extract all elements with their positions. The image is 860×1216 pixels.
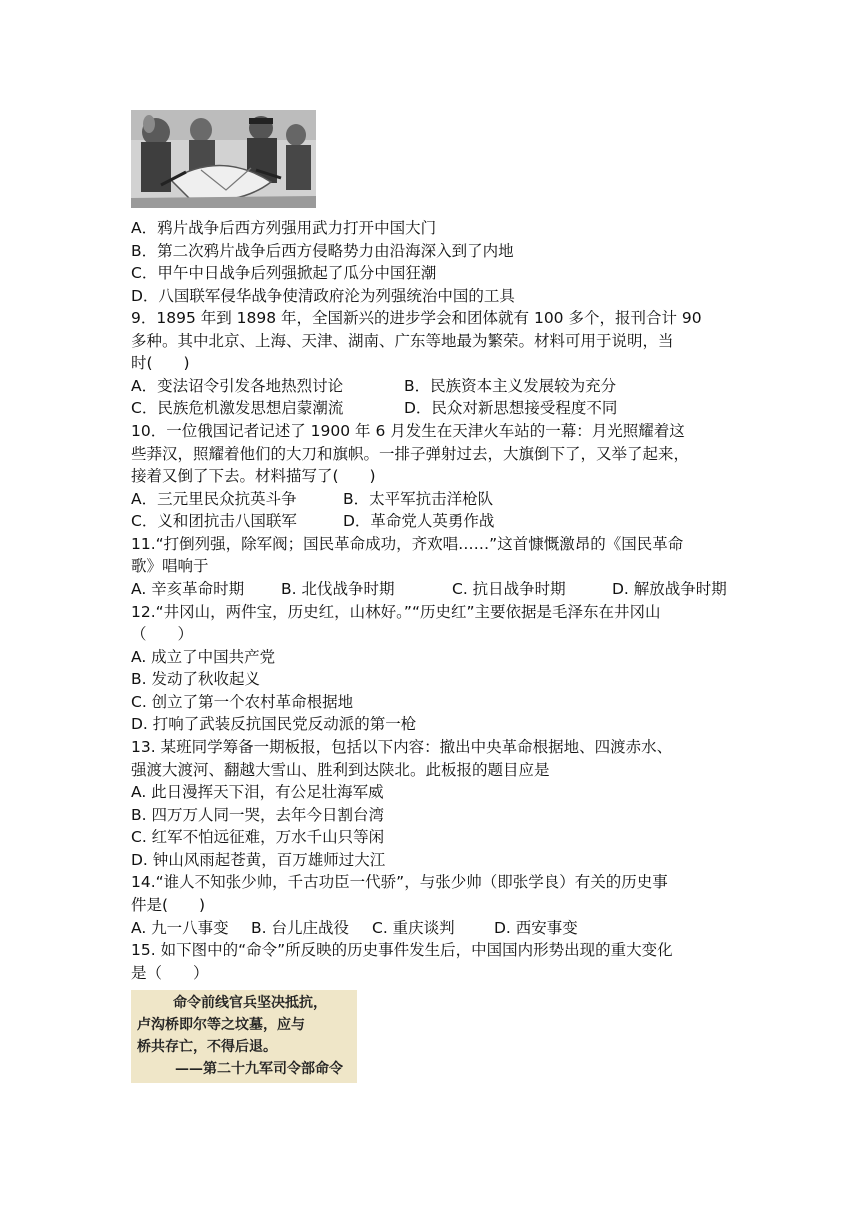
q10-stem-line3: 接着又倒了下去。材料描写了( ) [131, 467, 376, 485]
q11-option-d: D. 解放战争时期 [612, 580, 727, 598]
q9-option-b: B．民族资本主义发展较为充分 [404, 377, 617, 395]
q9-option-a: A．变法诏令引发各地热烈讨论 [131, 377, 344, 395]
q8-option-c: C．甲午中日战争后列强掀起了瓜分中国狂潮 [131, 264, 437, 282]
q8-option-b: B．第二次鸦片战争后西方侵略势力由沿海深入到了内地 [131, 242, 514, 260]
q9-options-row2 [131, 398, 617, 418]
q9-stem-line2: 多种。其中北京、上海、天津、湖南、广东等地最为繁荣。材料可用于说明，当 [131, 332, 674, 350]
q14-option-d: D. 西安事变 [494, 919, 578, 937]
q9-stem-line3: 时( ) [131, 354, 190, 372]
q13-stem-line2: 强渡大渡河、翻越大雪山、胜利到达陕北。此板报的题目应是 [131, 761, 550, 779]
q14-option-a: A. 九一八事变 [131, 919, 229, 937]
q12-option-b: B. 发动了秋收起义 [131, 670, 260, 688]
cartoon-division-of-china-illustration [131, 110, 316, 208]
q13-option-b: B. 四万万人同一哭，去年今日割台湾 [131, 806, 384, 824]
q12-stem-line2: （ ） [131, 625, 194, 643]
q11-option-a: A. 辛亥革命时期 [131, 580, 245, 598]
q11-option-c: C. 抗日战争时期 [452, 580, 566, 598]
q15-stem-line1: 15. 如下图中的“命令”所反映的历史事件发生后，中国国内形势出现的重大变化 [131, 941, 673, 959]
q12-option-a: A. 成立了中国共产党 [131, 648, 276, 666]
q14-stem-line2: 件是( ) [131, 896, 206, 914]
q12-stem-line1: 12.“井冈山，两件宝，历史红，山林好。”“历史红”主要依据是毛泽东在井冈山 [131, 603, 661, 621]
q11-option-b: B. 北伐战争时期 [281, 580, 395, 598]
q11-options-row [131, 579, 727, 599]
q10-options-row2 [131, 511, 494, 531]
q13-option-a: A. 此日漫挥天下泪，有公足壮海军威 [131, 783, 384, 801]
order-line-4: ——第二十九军司令部命令 [175, 1061, 343, 1077]
order-line-3: 桥共存亡，不得后退。 [137, 1039, 277, 1055]
order-line-1: 命令前线官兵坚决抵抗， [173, 995, 327, 1011]
q10-stem-line1: 10．一位俄国记者记述了 1900 年 6 月发生在天津火车站的一幕：月光照耀着这 [131, 422, 685, 440]
q14-options-row [131, 918, 578, 938]
q11-stem-line1: 11.“打倒列强，除军阀；国民革命成功，齐欢唱……”这首慷慨激昂的《国民革命 [131, 535, 684, 553]
q10-stem-line2: 些莽汉，照耀着他们的大刀和旗帜。一排子弹射过去，大旗倒下了，又举了起来， [131, 445, 690, 463]
q14-stem-line1: 14.“谁人不知张少帅，千古功臣一代骄”，与张少帅（即张学良）有关的历史事 [131, 873, 668, 891]
q15-stem-line2: 是（ ） [131, 964, 209, 982]
q13-stem-line1: 13. 某班同学筹备一期板报，包括以下内容：撤出中央革命根据地、四渡赤水、 [131, 738, 673, 756]
cartoon-illustration-icon [131, 110, 316, 208]
q12-option-d: D. 打响了武装反抗国民党反动派的第一枪 [131, 715, 417, 733]
q10-option-d: D．革命党人英勇作战 [343, 512, 495, 530]
q9-option-c: C．民族危机激发思想启蒙潮流 [131, 399, 344, 417]
q11-stem-line2: 歌》唱响于 [131, 557, 209, 575]
q13-option-c: C. 红军不怕远征难，万水千山只等闲 [131, 828, 385, 846]
q9-stem-line1: 9．1895 年到 1898 年，全国新兴的进步学会和团体就有 100 多个，报刊合计 90 [131, 309, 702, 327]
q10-option-c: C．义和团抗击八国联军 [131, 512, 297, 530]
q14-option-c: C. 重庆谈判 [372, 919, 455, 937]
q8-option-a: A．鸦片战争后西方列强用武力打开中国大门 [131, 219, 437, 237]
q9-options-row1 [131, 376, 616, 396]
military-order-image [131, 990, 357, 1083]
q12-option-c: C. 创立了第一个农村革命根据地 [131, 693, 354, 711]
order-line-2: 卢沟桥即尔等之坟墓，应与 [137, 1017, 305, 1033]
q10-option-b: B．太平军抗击洋枪队 [343, 490, 494, 508]
q9-option-d: D．民众对新思想接受程度不同 [404, 399, 618, 417]
q14-option-b: B. 台儿庄战役 [251, 919, 349, 937]
q8-option-d: D．八国联军侵华战争使清政府沦为列强统治中国的工具 [131, 287, 515, 305]
q13-option-d: D. 钟山风雨起苍黄，百万雄师过大江 [131, 851, 386, 869]
q10-options-row1 [131, 489, 493, 509]
q10-option-a: A．三元里民众抗英斗争 [131, 490, 297, 508]
